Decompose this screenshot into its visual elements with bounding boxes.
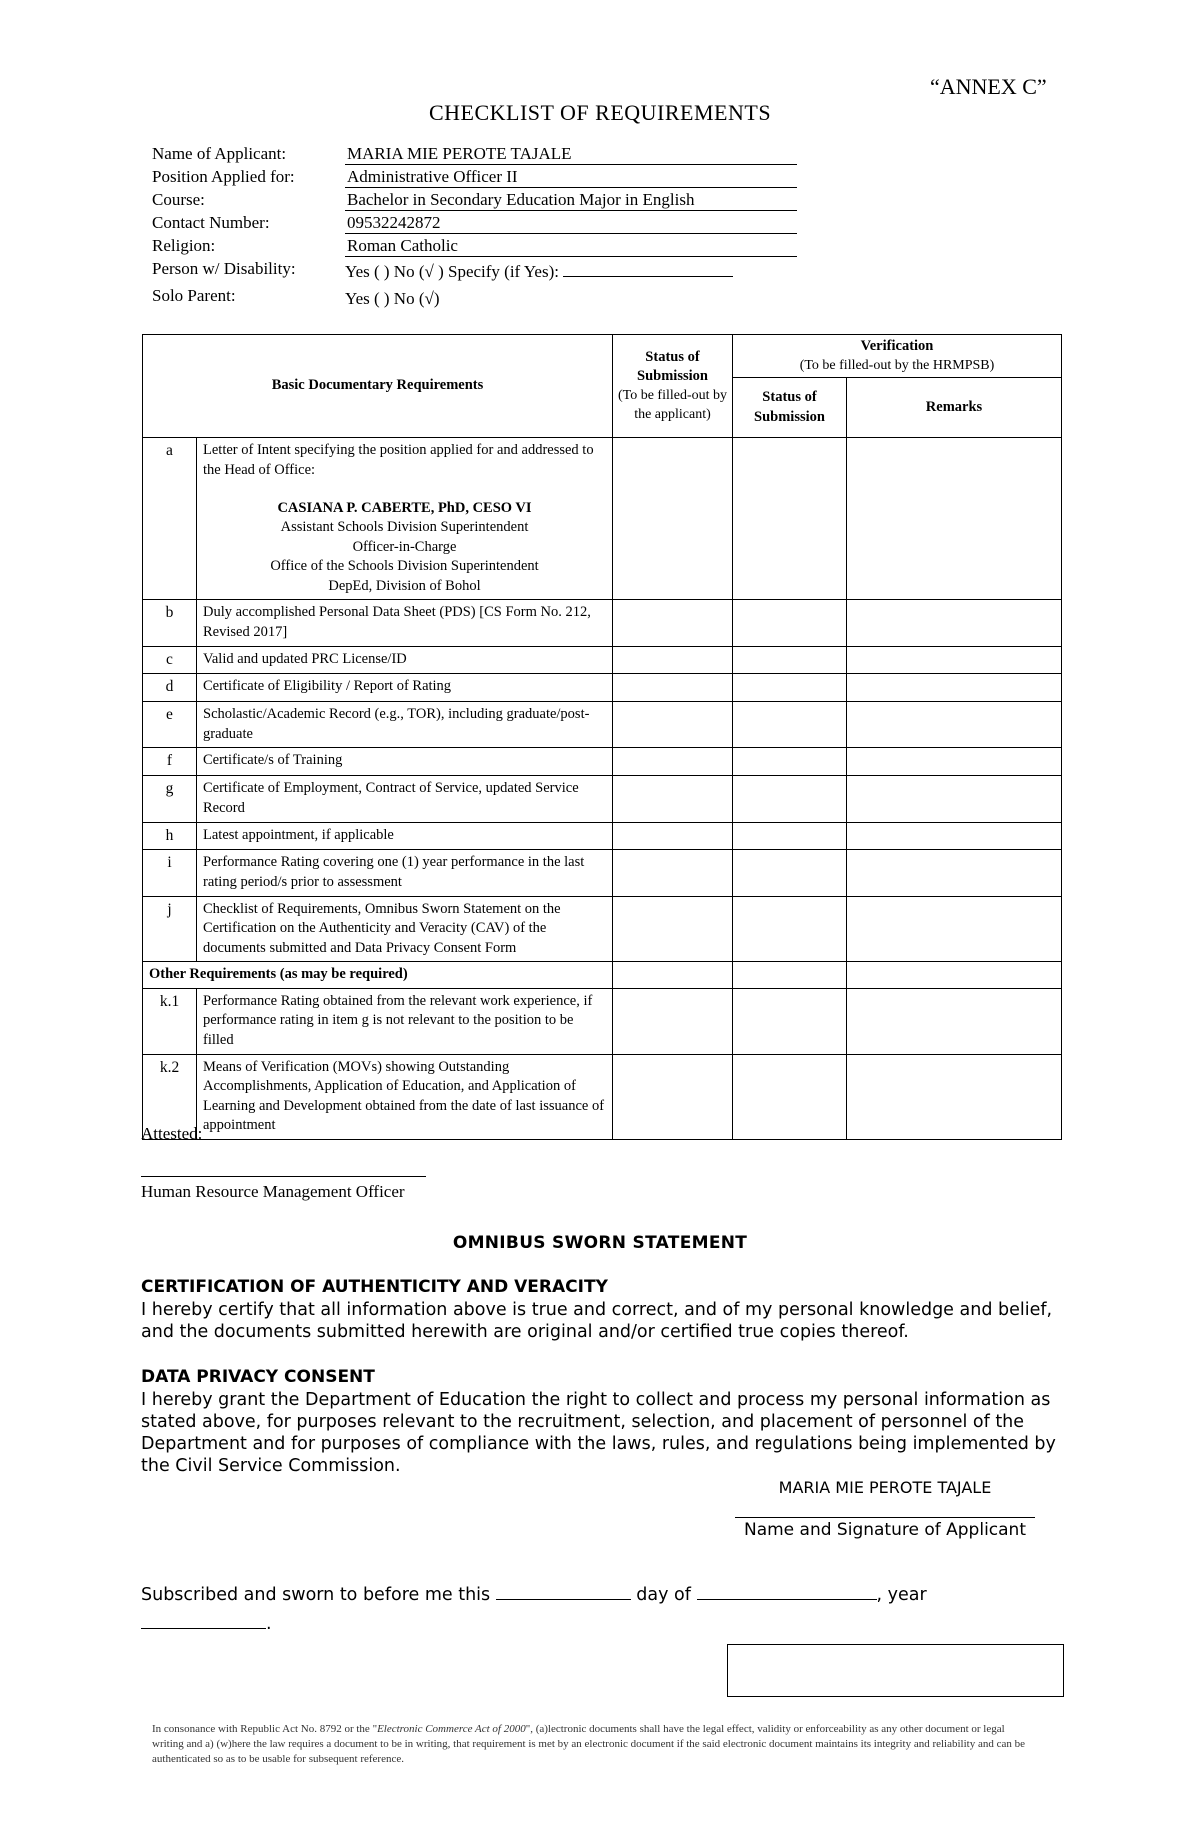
remarks-cell[interactable] bbox=[847, 776, 1062, 822]
pwd-field[interactable] bbox=[345, 262, 733, 282]
addressee-title-4: DepEd, Division of Bohol bbox=[328, 577, 481, 594]
item-a-text: Letter of Intent specifying the position applied for and addressed to the Head of Office: bbox=[203, 442, 594, 479]
remarks-cell[interactable] bbox=[847, 1054, 1062, 1139]
table-row bbox=[143, 776, 1062, 822]
solo-parent-label: Solo Parent: bbox=[152, 286, 236, 305]
header-verification bbox=[733, 335, 1062, 378]
verification-status-cell[interactable] bbox=[733, 962, 847, 989]
item-letter: k.1 bbox=[143, 988, 197, 1054]
verification-status-cell[interactable] bbox=[733, 822, 847, 850]
annex-label: “ANNEX C” bbox=[930, 74, 1047, 99]
item-letter: g bbox=[143, 776, 197, 822]
verification-status-cell[interactable] bbox=[733, 776, 847, 822]
remarks-cell[interactable] bbox=[847, 438, 1062, 600]
remarks-cell[interactable] bbox=[847, 896, 1062, 962]
status-cell[interactable] bbox=[613, 748, 733, 776]
sworn-statement-line bbox=[141, 1581, 1041, 1639]
cav-heading: CERTIFICATION OF AUTHENTICITY AND VERACITY bbox=[141, 1277, 608, 1297]
item-letter: b bbox=[143, 600, 197, 646]
status-cell[interactable] bbox=[613, 1054, 733, 1139]
signature-label: Name and Signature of Applicant bbox=[743, 1520, 1026, 1540]
other-requirements-heading: Other Requirements (as may be required) bbox=[143, 962, 613, 989]
header-status-of-submission bbox=[613, 335, 733, 438]
pwd-options: Yes ( ) No (√ ) Specify (if Yes): bbox=[345, 262, 559, 281]
verification-status-cell[interactable] bbox=[733, 646, 847, 674]
verification-status-cell[interactable] bbox=[733, 850, 847, 896]
table-row bbox=[143, 600, 1062, 646]
item-letter: d bbox=[143, 674, 197, 702]
verification-status-cell[interactable] bbox=[733, 748, 847, 776]
status-cell[interactable] bbox=[613, 850, 733, 896]
remarks-cell[interactable] bbox=[847, 822, 1062, 850]
verification-status-cell[interactable] bbox=[733, 600, 847, 646]
item-description: Certificate of Eligibility / Report of Rating bbox=[197, 674, 613, 702]
item-description: Performance Rating covering one (1) year performance in the last rating period/s prior to assessment bbox=[197, 850, 613, 896]
footnote-text-2: ", (a)lectronic documents shall have the legal effect, validity or enforceability as any other document or legal writing and a) (w)here the law requires a document to be in writing, that requirement is met by an electronic document if the said electronic document maintains its integrity and reliability and can be authenticated so as to be usable for subsequent reference. bbox=[152, 1723, 1025, 1765]
table-row bbox=[143, 988, 1062, 1054]
item-letter: c bbox=[143, 646, 197, 674]
item-letter: k.2 bbox=[143, 1054, 197, 1139]
table-row bbox=[143, 646, 1062, 674]
table-row bbox=[143, 702, 1062, 748]
table-row bbox=[143, 438, 1062, 600]
table-header-row bbox=[143, 335, 1062, 378]
header-verification-title: Verification bbox=[860, 338, 934, 354]
footnote-text-1: In consonance with Republic Act No. 8792 or the " bbox=[152, 1723, 378, 1735]
sworn-month-blank[interactable] bbox=[697, 1583, 877, 1600]
cav-paragraph: I hereby certify that all information above is true and correct, and of my personal knowledge and belief, and the documents submitted herewith are original and/or certified true copies thereof. bbox=[141, 1300, 1053, 1342]
item-description: Performance Rating obtained from the relevant work experience, if performance rating in item g is not relevant to the position to be filled bbox=[197, 988, 613, 1054]
table-row bbox=[143, 1054, 1062, 1139]
status-cell[interactable] bbox=[613, 646, 733, 674]
attested-label: Attested: bbox=[141, 1124, 203, 1143]
verification-status-cell[interactable] bbox=[733, 988, 847, 1054]
header-basic-requirements: Basic Documentary Requirements bbox=[143, 335, 613, 438]
item-letter: a bbox=[143, 438, 197, 600]
remarks-cell[interactable] bbox=[847, 748, 1062, 776]
pwd-label: Person w/ Disability: bbox=[152, 259, 296, 278]
dpc-paragraph: I hereby grant the Department of Education the right to collect and process my personal information as stated above, for purposes relevant to the recruitment, selection, and placement of personnel of the Department and for purposes of compliance with the laws, rules, and regulations being implemented by the Civil Service Commission. bbox=[141, 1390, 1056, 1476]
sworn-text-3: , year bbox=[876, 1585, 927, 1605]
item-description: Scholastic/Academic Record (e.g., TOR), including graduate/post-graduate bbox=[197, 702, 613, 748]
item-description: Checklist of Requirements, Omnibus Sworn Statement on the Certification on the Authenticity and Veracity (CAV) of the documents submitted and Data Privacy Consent Form bbox=[197, 896, 613, 962]
item-letter: e bbox=[143, 702, 197, 748]
header-remarks: Remarks bbox=[847, 378, 1062, 438]
legal-footnote bbox=[152, 1722, 1032, 1767]
remarks-cell[interactable] bbox=[847, 850, 1062, 896]
applicant-signature-line[interactable] bbox=[735, 1517, 1035, 1518]
remarks-cell[interactable] bbox=[847, 962, 1062, 989]
name-field[interactable]: MARIA MIE PEROTE TAJALE bbox=[345, 143, 797, 165]
header-verification-note: (To be filled-out by the HRMPSB) bbox=[799, 357, 995, 373]
item-letter: f bbox=[143, 748, 197, 776]
item-description: Certificate/s of Training bbox=[197, 748, 613, 776]
religion-label: Religion: bbox=[152, 236, 216, 255]
sworn-text-2: day of bbox=[636, 1585, 691, 1605]
hrmo-label: Human Resource Management Officer bbox=[141, 1182, 405, 1201]
status-cell[interactable] bbox=[613, 988, 733, 1054]
course-label: Course: bbox=[152, 190, 205, 209]
dpc-heading: DATA PRIVACY CONSENT bbox=[141, 1367, 375, 1387]
name-label: Name of Applicant: bbox=[152, 144, 287, 163]
status-cell[interactable] bbox=[613, 962, 733, 989]
footnote-act-name: Electronic Commerce Act of 2000 bbox=[377, 1723, 526, 1735]
table-row bbox=[143, 674, 1062, 702]
remarks-cell[interactable] bbox=[847, 646, 1062, 674]
verification-status-cell[interactable] bbox=[733, 438, 847, 600]
requirements-table bbox=[142, 334, 1062, 1140]
other-requirements-row bbox=[143, 962, 1062, 989]
remarks-cell[interactable] bbox=[847, 674, 1062, 702]
item-description: Duly accomplished Personal Data Sheet (PDS) [CS Form No. 212, Revised 2017] bbox=[197, 600, 613, 646]
remarks-cell[interactable] bbox=[847, 702, 1062, 748]
remarks-cell[interactable] bbox=[847, 600, 1062, 646]
applicant-signature-name: MARIA MIE PEROTE TAJALE bbox=[778, 1478, 992, 1497]
course-field[interactable]: Bachelor in Secondary Education Major in English bbox=[345, 189, 797, 211]
sworn-day-blank[interactable] bbox=[496, 1583, 631, 1600]
addressee-title-3: Office of the Schools Division Superintendent bbox=[270, 558, 539, 575]
addressee-name: CASIANA P. CABERTE, PhD, CESO VI bbox=[277, 499, 532, 516]
contact-label: Contact Number: bbox=[152, 213, 270, 232]
addressee-title-1: Assistant Schools Division Superintendent bbox=[280, 519, 529, 536]
verification-status-cell[interactable] bbox=[733, 702, 847, 748]
status-cell[interactable] bbox=[613, 438, 733, 600]
item-description: Certificate of Employment, Contract of Service, updated Service Record bbox=[197, 776, 613, 822]
item-letter: h bbox=[143, 822, 197, 850]
sworn-year-blank[interactable] bbox=[141, 1612, 266, 1629]
item-letter: j bbox=[143, 896, 197, 962]
status-cell[interactable] bbox=[613, 776, 733, 822]
verification-status-cell[interactable] bbox=[733, 896, 847, 962]
status-cell[interactable] bbox=[613, 822, 733, 850]
table-row bbox=[143, 748, 1062, 776]
solo-parent-field[interactable]: Yes ( ) No (√) bbox=[345, 289, 440, 308]
status-cell[interactable] bbox=[613, 674, 733, 702]
contact-field[interactable]: 09532242872 bbox=[345, 212, 797, 234]
table-row bbox=[143, 850, 1062, 896]
notary-stamp-box bbox=[727, 1644, 1064, 1697]
status-cell[interactable] bbox=[613, 702, 733, 748]
sworn-end: . bbox=[266, 1614, 272, 1634]
table-row bbox=[143, 896, 1062, 962]
pwd-specify-line[interactable] bbox=[563, 262, 733, 277]
verification-status-cell[interactable] bbox=[733, 674, 847, 702]
item-description bbox=[197, 438, 613, 600]
item-description: Valid and updated PRC License/ID bbox=[197, 646, 613, 674]
item-description: Means of Verification (MOVs) showing Outstanding Accomplishments, Application of Education, and Application of Learning and Development obtained from the date of last issuance of appointment bbox=[197, 1054, 613, 1139]
remarks-cell[interactable] bbox=[847, 988, 1062, 1054]
table-row bbox=[143, 822, 1062, 850]
item-letter: i bbox=[143, 850, 197, 896]
verification-status-cell[interactable] bbox=[733, 1054, 847, 1139]
header-verification-status: Status of Submission bbox=[733, 378, 847, 438]
status-cell[interactable] bbox=[613, 896, 733, 962]
omnibus-title: OMNIBUS SWORN STATEMENT bbox=[452, 1233, 748, 1253]
item-description: Latest appointment, if applicable bbox=[197, 822, 613, 850]
addressee-title-2: Officer-in-Charge bbox=[352, 538, 457, 555]
position-label: Position Applied for: bbox=[152, 167, 295, 186]
status-cell[interactable] bbox=[613, 600, 733, 646]
position-field[interactable]: Administrative Officer II bbox=[345, 166, 797, 188]
sworn-text-1: Subscribed and sworn to before me this bbox=[141, 1585, 491, 1605]
hrmo-signature-line[interactable] bbox=[141, 1176, 426, 1177]
header-status-title: Status of Submission bbox=[637, 348, 708, 385]
header-status-note: (To be filled-out by the applicant) bbox=[617, 387, 728, 422]
religion-field[interactable]: Roman Catholic bbox=[345, 235, 797, 257]
page-title: CHECKLIST OF REQUIREMENTS bbox=[428, 100, 772, 125]
